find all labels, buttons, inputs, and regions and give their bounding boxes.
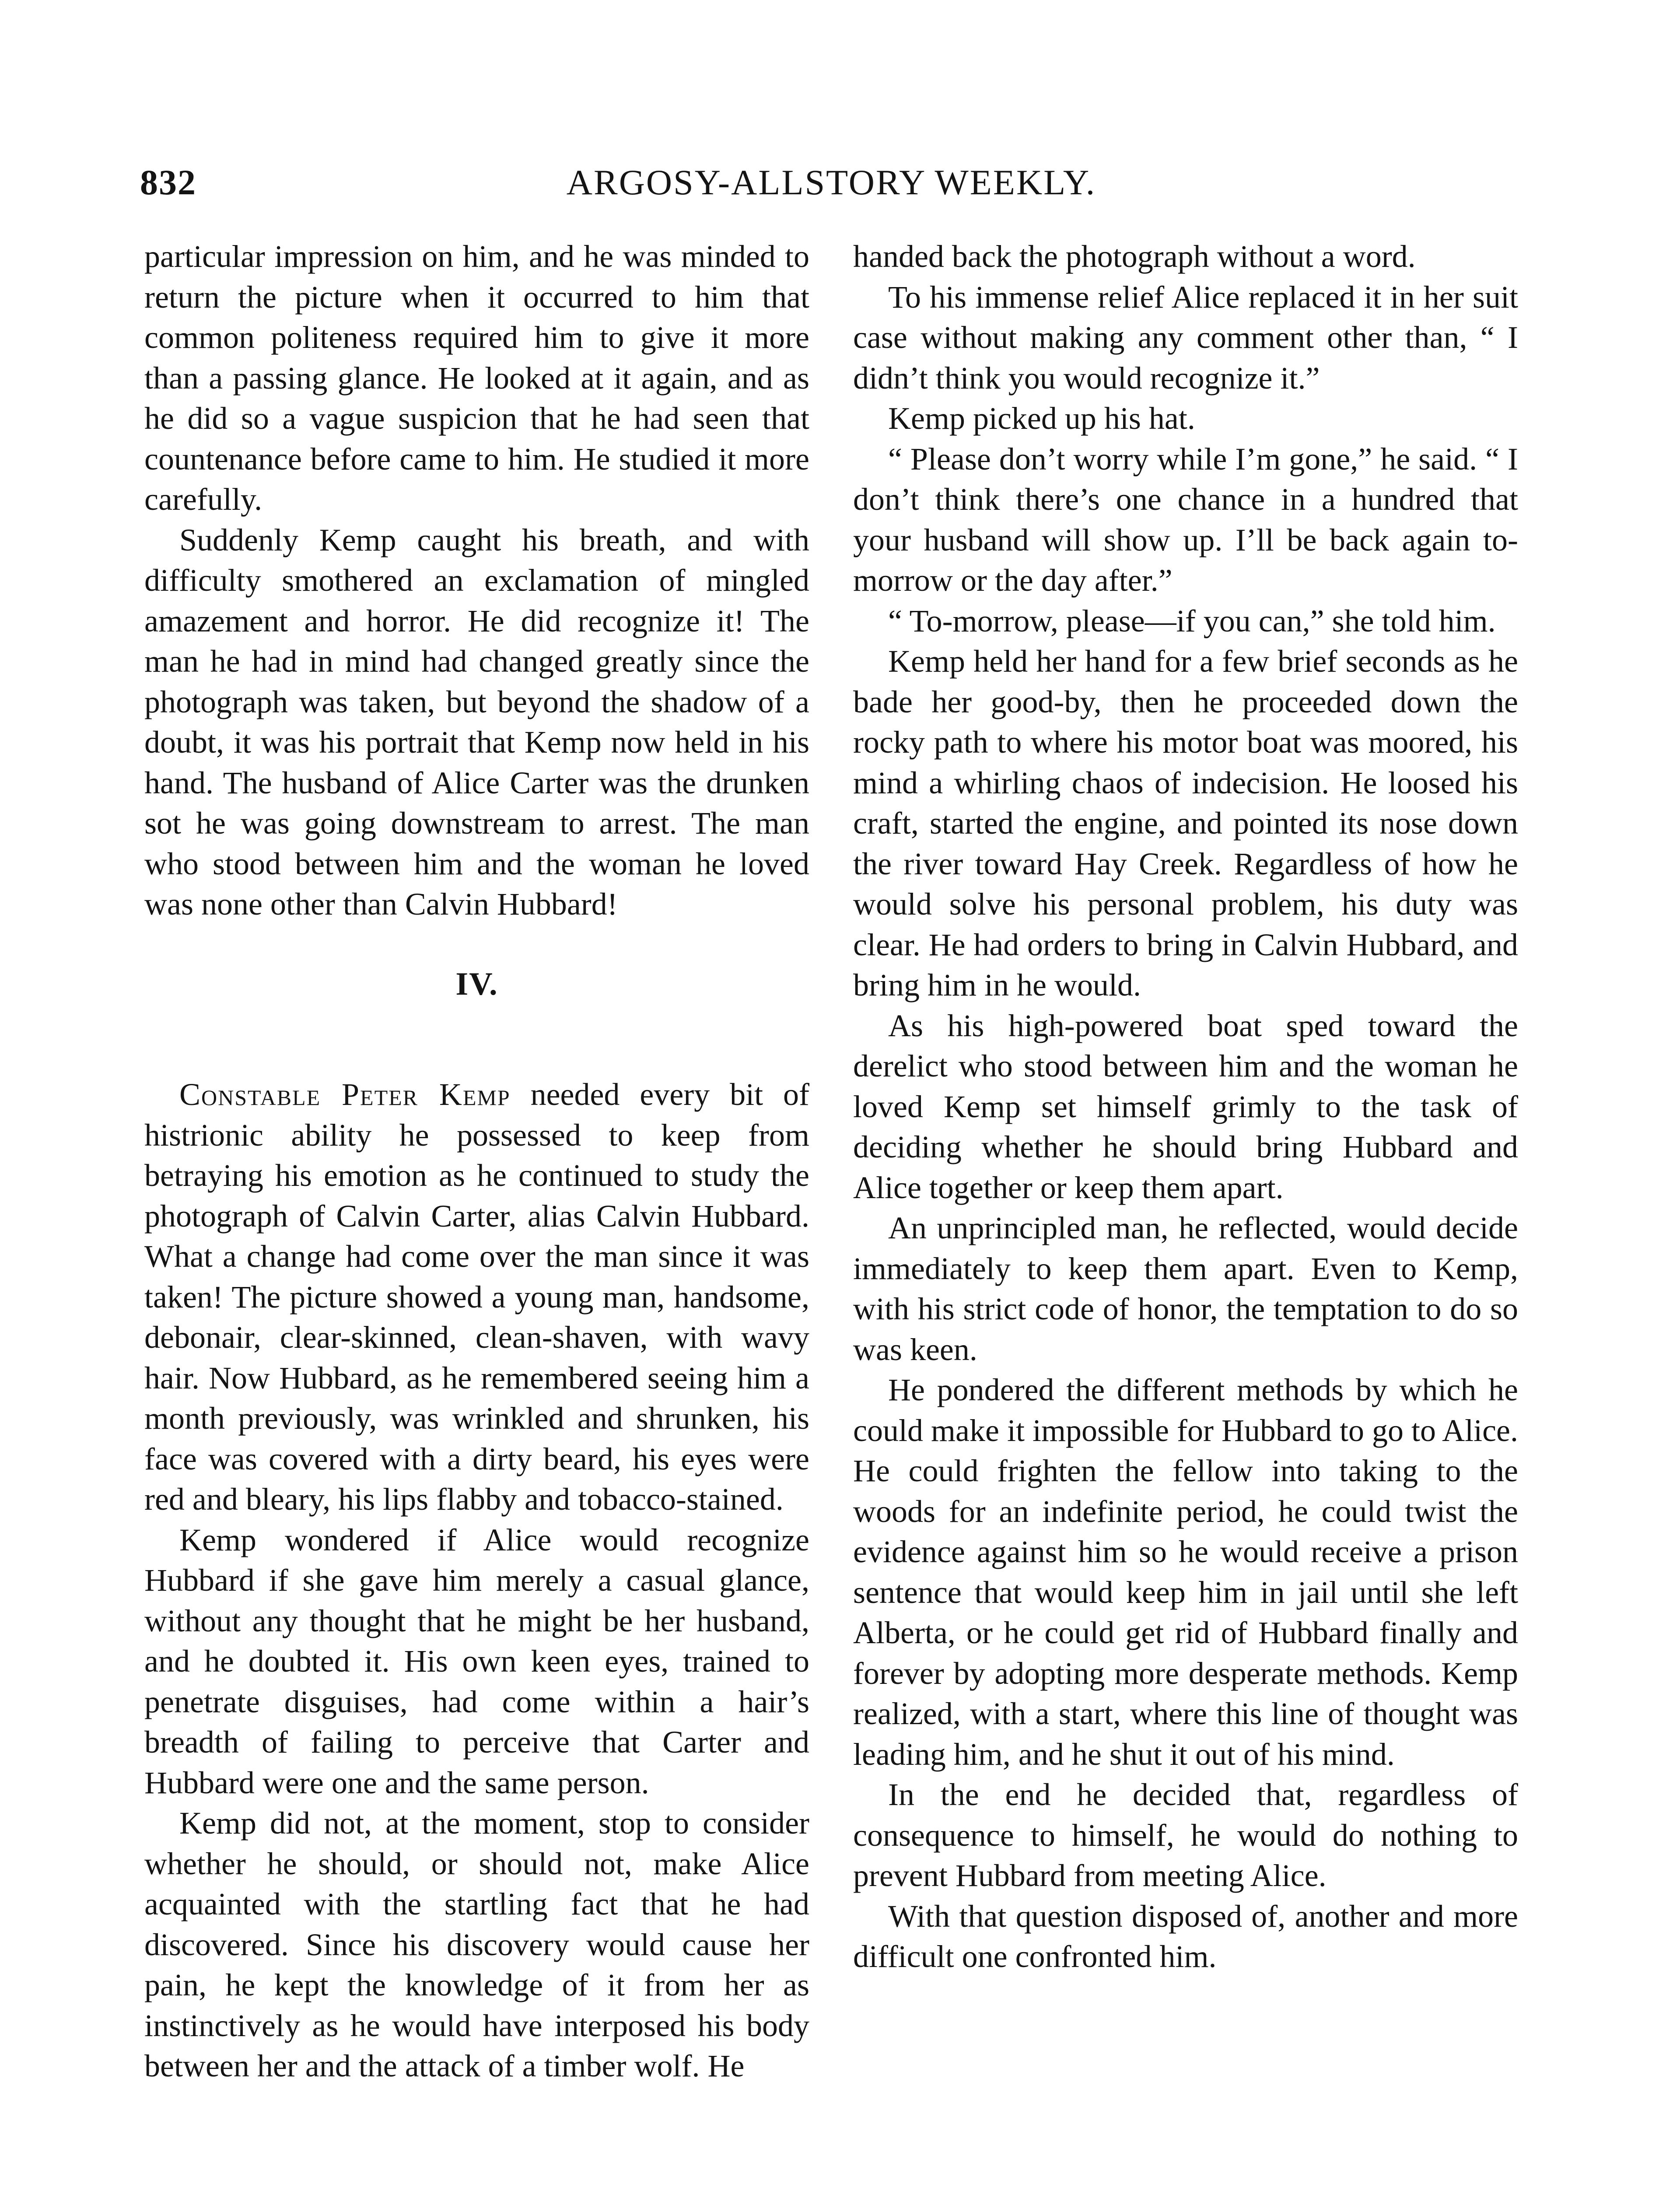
paragraph-lead-in: Constable Peter Kemp — [179, 1077, 511, 1112]
paragraph: Kemp picked up his hat. — [888, 401, 1195, 436]
paragraph: handed back the photograph without a word. — [853, 239, 1416, 274]
paragraph — [144, 1074, 809, 1520]
paragraph: Suddenly Kemp caught his breath, and with difficulty smothered an exclamation of mingled amazement and horror. He did recognize it! The man he had in mind had changed greatly since the photograph was taken, but beyond the shadow of a doubt, it was his portrait that Kemp now held in his hand. The husband of Alice Carter was the drunken sot he was going downstream to arrest. The man who stood between him and the woman he loved was none other than Calvin Hubbard! — [144, 522, 809, 922]
right-column — [853, 236, 1518, 1977]
section-heading: IV. — [455, 966, 498, 1002]
paragraph: To his immense relief Alice replaced it in her suit case without making any comment other than, “ I didn’t think you would recognize it.” — [853, 279, 1518, 396]
paragraph-body: needed every bit of histrionic ability he possessed to keep from betraying his emotion as he continued to study the photograph of Calvin Carter, alias Calvin Hubbard. What a change had come over the man since it was taken! The picture showed a young man, handsome, debonair, clear-skinned, clean-shaven, with wavy hair. Now Hubbard, as he remembered seeing him a month previously, was wrinkled and shrunken, his face was covered with a dirty beard, his eyes were red and bleary, his lips flabby and tobacco-stained. — [144, 1077, 809, 1517]
paragraph: As his high-powered boat sped toward the derelict who stood between him and the woman he loved Kemp set himself grimly to the task of deciding whether he should bring Hubbard and Alice together or keep them apart. — [853, 1008, 1518, 1205]
left-column — [144, 236, 809, 2086]
paragraph: Kemp did not, at the moment, stop to consider whether he should, or should not, make Alice acquainted with the startling fact that he had discovered. Since his discovery would cause her pain, he kept the knowledge of it from her as instinctively as he would have interposed his body between her and the attack of a timber wolf. He — [144, 1806, 809, 2083]
paragraph: “ To-morrow, please—if you can,” she told him. — [888, 603, 1496, 638]
paragraph: Kemp held her hand for a few brief seconds as he bade her good-by, then he proceeded down the rocky path to where his motor boat was moored, his mind a whirling chaos of indecision. He loosed his craft, started the engine, and pointed its nose down the river toward Hay Creek. Regardless of how he would solve his personal problem, his duty was clear. He had orders to bring in Calvin Hubbard, and bring him in he would. — [853, 644, 1518, 1003]
page-header — [140, 162, 1522, 214]
paragraph: In the end he decided that, regardless of consequence to himself, he would do nothing to prevent Hubbard from meeting Alice. — [853, 1777, 1518, 1893]
paragraph: He pondered the different methods by which he could make it impossible for Hubbard to go to Alice. He could frighten the fellow into taking to the woods for an indefinite period, he could twist the evidence against him so he would receive a prison sentence that would keep him in jail until she left Alberta, or he could get rid of Hubbard finally and forever by adopting more desperate methods. Kemp realized, with a start, where this line of thought was leading him, and he shut it out of his mind. — [853, 1372, 1518, 1772]
paragraph: An unprincipled man, he reflected, would decide immediately to keep them apart. Even to Kemp, with his strict code of honor, the temptation to do so was keen. — [853, 1210, 1518, 1367]
paragraph: Kemp wondered if Alice would recognize Hubbard if she gave him merely a casual glance, without any thought that he might be her husband, and he doubted it. His own keen eyes, trained to penetrate disguises, had come within a hair’s breadth of failing to perceive that Carter and Hubbard were one and the same person. — [144, 1522, 809, 1800]
paragraph: “ Please don’t worry while I’m gone,” he said. “ I don’t think there’s one chance in a hundred that your husband will show up. I’ll be back again to-morrow or the day after.” — [853, 441, 1518, 598]
paragraph: With that question disposed of, another and more difficult one confronted him. — [853, 1898, 1518, 1974]
running-head: ARGOSY-ALLSTORY WEEKLY. — [566, 162, 1096, 202]
page-number: 832 — [140, 162, 196, 202]
paragraph: particular impression on him, and he was minded to return the picture when it occurred to him that common politeness required him to give it more than a passing glance. He looked at it again, and as he did so a vague suspicion that he had seen that countenance before came to him. He studied it more carefully. — [144, 239, 809, 517]
